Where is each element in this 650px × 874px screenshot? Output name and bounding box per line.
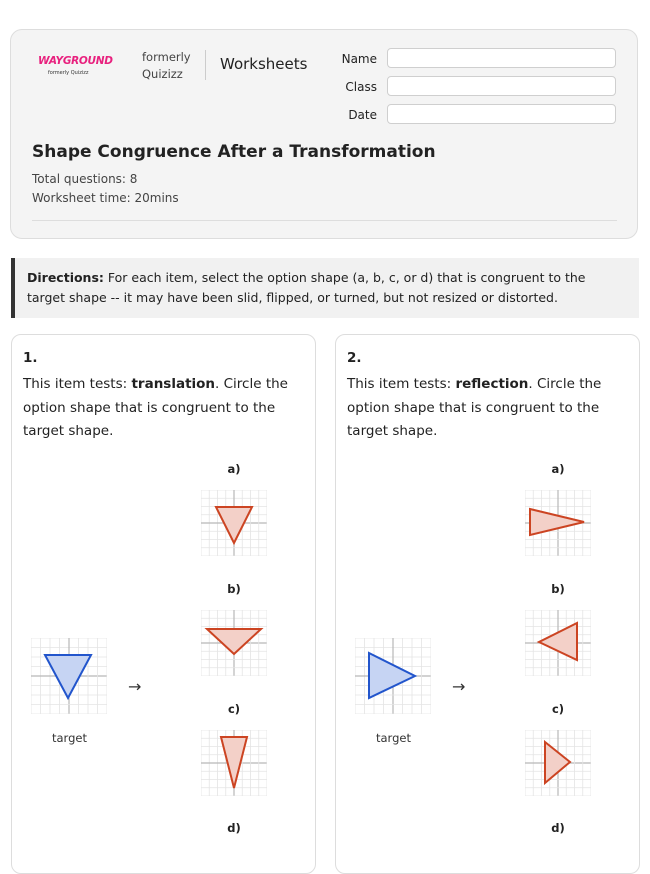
directions-label: Directions: — [27, 270, 104, 285]
target-label: target — [376, 731, 411, 745]
option-a-grid[interactable] — [525, 490, 591, 556]
class-field[interactable] — [387, 76, 616, 96]
option-label-d: d) — [551, 821, 565, 835]
option-label-d: d) — [227, 821, 241, 835]
question-number: 2. — [347, 350, 362, 366]
option-label-c: c) — [551, 702, 565, 716]
worksheet-time: Worksheet time: 20mins — [32, 191, 179, 205]
worksheet-title: Shape Congruence After a Transformation — [32, 142, 436, 162]
question-number: 1. — [23, 350, 38, 366]
option-c-grid[interactable] — [201, 730, 267, 796]
target-grid — [355, 638, 431, 714]
arrow-icon: → — [128, 677, 142, 696]
transformation-name: translation — [131, 376, 216, 392]
target-label: target — [52, 731, 87, 745]
worksheet-header — [10, 29, 638, 239]
target-triangle — [369, 653, 415, 698]
question-card-1 — [11, 334, 316, 874]
formerly-line-2: Quizizz — [142, 67, 183, 81]
wayground-logo — [38, 55, 134, 85]
total-questions: Total questions: 8 — [32, 172, 138, 186]
header-divider — [205, 50, 206, 80]
class-label: Class — [345, 80, 377, 94]
option-b-grid[interactable] — [525, 610, 591, 676]
option-label-b: b) — [551, 582, 565, 596]
option-a-grid[interactable] — [201, 490, 267, 556]
worksheets-heading: Worksheets — [220, 55, 308, 73]
logo-wordmark: WAYGROUND — [38, 55, 113, 67]
date-label: Date — [348, 108, 377, 122]
option-b-grid[interactable] — [201, 610, 267, 676]
question-text: This item tests: translation. Circle the option shape that is congruent to the target shape. — [23, 376, 288, 439]
option-label-a: a) — [551, 462, 565, 476]
option-b-triangle — [207, 629, 261, 654]
transformation-name: reflection — [455, 376, 529, 392]
option-label-c: c) — [227, 702, 241, 716]
formerly-line-1: formerly — [142, 50, 191, 64]
header-rule — [32, 220, 617, 221]
option-a-triangle — [216, 507, 252, 543]
logo-subtext: formerly Quizizz — [48, 70, 89, 76]
date-field[interactable] — [387, 104, 616, 124]
directions-text: For each item, select the option shape (a, b, c, or d) that is congruent to the target shape -- it may have been slid, flipped, or turned, but not resized or distorted. — [27, 270, 586, 305]
option-label-b: b) — [227, 582, 241, 596]
option-label-a: a) — [227, 462, 241, 476]
question-card-2 — [335, 334, 640, 874]
arrow-icon: → — [452, 677, 466, 696]
question-text: This item tests: reflection. Circle the option shape that is congruent to the target shape. — [347, 376, 602, 439]
target-grid — [31, 638, 107, 714]
option-c-grid[interactable] — [525, 730, 591, 796]
name-field[interactable] — [387, 48, 616, 68]
name-label: Name — [341, 52, 377, 66]
directions-box — [11, 258, 639, 318]
formerly-note — [142, 49, 191, 83]
